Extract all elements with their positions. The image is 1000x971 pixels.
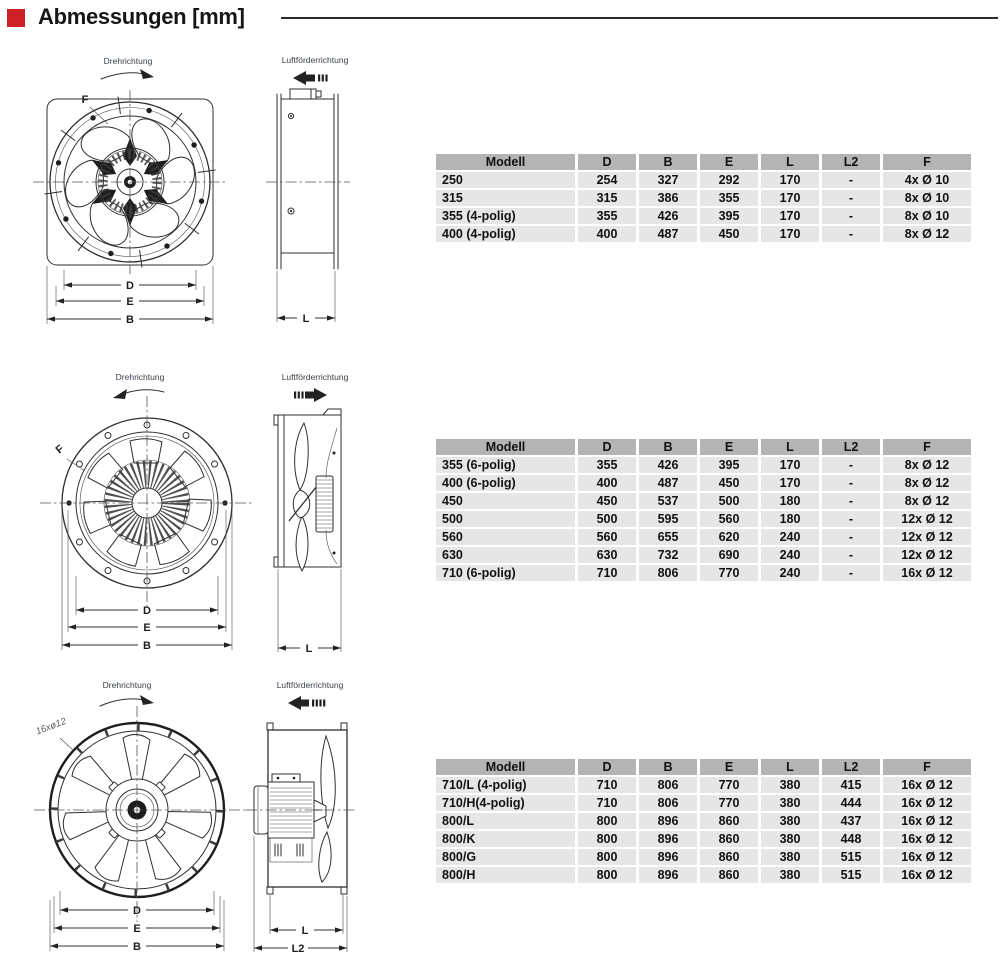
- svg-text:B: B: [143, 640, 151, 652]
- page-title: Abmessungen [mm]: [38, 4, 245, 29]
- rotation-arrow-icon: [101, 69, 154, 79]
- value-cell: 8x Ø 12: [883, 226, 971, 242]
- value-cell: 315: [578, 190, 636, 206]
- column-header: F: [883, 439, 971, 455]
- model-cell: 250: [436, 172, 575, 188]
- fan-side-view: [266, 89, 350, 325]
- table-row: [436, 493, 971, 509]
- terminal-box: [272, 774, 300, 782]
- value-cell: 560: [578, 529, 636, 545]
- value-cell: 400: [578, 475, 636, 491]
- value-cell: 8x Ø 12: [883, 493, 971, 509]
- flange-hole-label: F: [81, 94, 89, 106]
- value-cell: 16x Ø 12: [883, 565, 971, 581]
- value-cell: 380: [761, 813, 819, 829]
- column-header: L: [761, 759, 819, 775]
- value-cell: -: [822, 208, 880, 224]
- table-row: [436, 208, 971, 224]
- value-cell: 806: [639, 795, 697, 811]
- value-cell: 240: [761, 529, 819, 545]
- drawing-axial-fan-large: [16, 676, 376, 971]
- value-cell: 355: [700, 190, 758, 206]
- value-cell: 170: [761, 475, 819, 491]
- value-cell: 170: [761, 190, 819, 206]
- value-cell: 800: [578, 831, 636, 847]
- value-cell: 8x Ø 10: [883, 190, 971, 206]
- value-cell: 806: [639, 565, 697, 581]
- value-cell: 170: [761, 172, 819, 188]
- table-row: [436, 831, 971, 847]
- svg-text:L: L: [305, 643, 313, 655]
- value-cell: 380: [761, 831, 819, 847]
- value-cell: 487: [639, 475, 697, 491]
- model-cell: 400 (6-polig): [436, 475, 575, 491]
- svg-text:D: D: [126, 280, 134, 292]
- svg-text:E: E: [126, 296, 134, 308]
- value-cell: 537: [639, 493, 697, 509]
- model-cell: 800/G: [436, 849, 575, 865]
- value-cell: 437: [822, 813, 880, 829]
- table-row: [436, 511, 971, 527]
- svg-text:B: B: [133, 941, 141, 953]
- column-header: L2: [822, 439, 880, 455]
- value-cell: 16x Ø 12: [883, 867, 971, 883]
- value-cell: 800: [578, 867, 636, 883]
- value-cell: 16x Ø 12: [883, 795, 971, 811]
- value-cell: -: [822, 457, 880, 473]
- svg-text:L: L: [302, 313, 310, 325]
- value-cell: 500: [700, 493, 758, 509]
- column-header: D: [578, 154, 636, 170]
- column-header: F: [883, 759, 971, 775]
- value-cell: 16x Ø 12: [883, 849, 971, 865]
- column-header: F: [883, 154, 971, 170]
- table-row: [436, 529, 971, 545]
- value-cell: 710: [578, 795, 636, 811]
- svg-text:E: E: [133, 923, 141, 935]
- column-header: Modell: [436, 439, 575, 455]
- value-cell: -: [822, 475, 880, 491]
- value-cell: 254: [578, 172, 636, 188]
- value-cell: 860: [700, 867, 758, 883]
- value-cell: 380: [761, 795, 819, 811]
- dimensions-table-large-fans: [433, 757, 974, 885]
- value-cell: 240: [761, 547, 819, 563]
- column-header: Modell: [436, 759, 575, 775]
- value-cell: 380: [761, 777, 819, 793]
- model-cell: 400 (4-polig): [436, 226, 575, 242]
- column-header: B: [639, 759, 697, 775]
- column-header: E: [700, 759, 758, 775]
- value-cell: 487: [639, 226, 697, 242]
- table-header-row: [436, 439, 971, 455]
- dimensions-table-medium-fans: [433, 437, 974, 583]
- value-cell: 450: [700, 226, 758, 242]
- model-cell: 630: [436, 547, 575, 563]
- value-cell: 12x Ø 12: [883, 529, 971, 545]
- airflow-arrow-icon: [293, 71, 328, 85]
- table-row: [436, 226, 971, 242]
- table-row: [436, 475, 971, 491]
- model-cell: 355 (6-polig): [436, 457, 575, 473]
- model-cell: 800/K: [436, 831, 575, 847]
- table-row: [436, 190, 971, 206]
- value-cell: 630: [578, 547, 636, 563]
- column-header: Modell: [436, 154, 575, 170]
- value-cell: 380: [761, 849, 819, 865]
- rotation-arrow-icon: [113, 389, 164, 399]
- column-header: L: [761, 439, 819, 455]
- table-header-row: [436, 154, 971, 170]
- table-row: [436, 547, 971, 563]
- rotation-direction-label: Drehrichtung: [102, 680, 152, 690]
- model-cell: 355 (4-polig): [436, 208, 575, 224]
- svg-text:E: E: [143, 622, 151, 634]
- value-cell: 8x Ø 10: [883, 208, 971, 224]
- fan-side-view: [246, 723, 356, 955]
- column-header: D: [578, 759, 636, 775]
- red-square-bullet: [7, 9, 25, 27]
- fan-front-view: [34, 706, 250, 922]
- value-cell: -: [822, 226, 880, 242]
- model-cell: 315: [436, 190, 575, 206]
- value-cell: 710: [578, 777, 636, 793]
- model-cell: 800/H: [436, 867, 575, 883]
- value-cell: 770: [700, 777, 758, 793]
- table-row: [436, 172, 971, 188]
- flange-hole-label: F: [53, 442, 67, 457]
- model-cell: 560: [436, 529, 575, 545]
- value-cell: 180: [761, 493, 819, 509]
- value-cell: 500: [578, 511, 636, 527]
- rotation-direction-label: Drehrichtung: [103, 56, 153, 66]
- value-cell: -: [822, 493, 880, 509]
- airflow-direction-label: Luftförderrichtung: [281, 372, 349, 382]
- value-cell: 380: [761, 867, 819, 883]
- table-row: [436, 777, 971, 793]
- value-cell: 710: [578, 565, 636, 581]
- value-cell: 400: [578, 226, 636, 242]
- value-cell: 860: [700, 813, 758, 829]
- value-cell: 860: [700, 831, 758, 847]
- airflow-direction-label: Luftförderrichtung: [276, 680, 344, 690]
- value-cell: 4x Ø 10: [883, 172, 971, 188]
- value-cell: 690: [700, 547, 758, 563]
- column-header: E: [700, 439, 758, 455]
- column-header: L: [761, 154, 819, 170]
- value-cell: 8x Ø 12: [883, 475, 971, 491]
- value-cell: 16x Ø 12: [883, 831, 971, 847]
- value-cell: -: [822, 529, 880, 545]
- model-cell: 710/L (4-polig): [436, 777, 575, 793]
- value-cell: 426: [639, 208, 697, 224]
- column-header: B: [639, 154, 697, 170]
- value-cell: 800: [578, 813, 636, 829]
- table-header-row: [436, 759, 971, 775]
- svg-text:D: D: [143, 605, 151, 617]
- value-cell: 415: [822, 777, 880, 793]
- dimension-l: [270, 895, 343, 937]
- fan-front-view: [33, 90, 227, 274]
- svg-text:D: D: [133, 905, 141, 917]
- value-cell: 560: [700, 511, 758, 527]
- table-row: [436, 849, 971, 865]
- value-cell: -: [822, 172, 880, 188]
- value-cell: 800: [578, 849, 636, 865]
- svg-text:L2: L2: [291, 943, 305, 955]
- model-cell: 450: [436, 493, 575, 509]
- table-row: [436, 867, 971, 883]
- value-cell: 896: [639, 813, 697, 829]
- value-cell: 620: [700, 529, 758, 545]
- svg-text:B: B: [126, 314, 134, 326]
- table-row: [436, 813, 971, 829]
- model-cell: 710 (6-polig): [436, 565, 575, 581]
- value-cell: 355: [578, 457, 636, 473]
- model-cell: 500: [436, 511, 575, 527]
- value-cell: 806: [639, 777, 697, 793]
- table-row: [436, 565, 971, 581]
- dimensions-table-small-fans: [433, 152, 974, 244]
- value-cell: 655: [639, 529, 697, 545]
- value-cell: 896: [639, 867, 697, 883]
- value-cell: 386: [639, 190, 697, 206]
- value-cell: 8x Ø 12: [883, 457, 971, 473]
- column-header: L2: [822, 759, 880, 775]
- svg-text:L: L: [301, 925, 309, 937]
- value-cell: 16x Ø 12: [883, 813, 971, 829]
- value-cell: 896: [639, 849, 697, 865]
- value-cell: 170: [761, 208, 819, 224]
- value-cell: -: [822, 190, 880, 206]
- value-cell: 860: [700, 849, 758, 865]
- value-cell: 292: [700, 172, 758, 188]
- hole-count-note: 16xø12: [34, 715, 68, 738]
- column-header: B: [639, 439, 697, 455]
- value-cell: 732: [639, 547, 697, 563]
- fan-side-view: [274, 409, 341, 655]
- value-cell: 180: [761, 511, 819, 527]
- value-cell: 770: [700, 565, 758, 581]
- drawing-axial-fan-small: [28, 50, 363, 342]
- value-cell: 12x Ø 12: [883, 547, 971, 563]
- value-cell: 170: [761, 226, 819, 242]
- column-header: E: [700, 154, 758, 170]
- value-cell: 395: [700, 457, 758, 473]
- fan-front-view: [40, 396, 254, 610]
- airflow-arrow-icon: [294, 388, 327, 402]
- airflow-arrow-icon: [288, 696, 325, 710]
- table-row: [436, 457, 971, 473]
- value-cell: 327: [639, 172, 697, 188]
- rotation-arrow-icon: [100, 695, 154, 706]
- value-cell: 16x Ø 12: [883, 777, 971, 793]
- value-cell: 395: [700, 208, 758, 224]
- value-cell: 170: [761, 457, 819, 473]
- airflow-direction-label: Luftförderrichtung: [281, 55, 349, 65]
- model-cell: 800/L: [436, 813, 575, 829]
- model-cell: 710/H(4-polig): [436, 795, 575, 811]
- value-cell: 450: [578, 493, 636, 509]
- terminal-box: [290, 89, 316, 99]
- external-rotor-motor: [316, 476, 333, 532]
- value-cell: 448: [822, 831, 880, 847]
- value-cell: 770: [700, 795, 758, 811]
- column-header: L2: [822, 154, 880, 170]
- value-cell: -: [822, 511, 880, 527]
- column-header: D: [578, 439, 636, 455]
- value-cell: 450: [700, 475, 758, 491]
- iec-motor: [254, 774, 314, 862]
- value-cell: 444: [822, 795, 880, 811]
- value-cell: -: [822, 547, 880, 563]
- value-cell: 355: [578, 208, 636, 224]
- value-cell: 515: [822, 849, 880, 865]
- value-cell: 240: [761, 565, 819, 581]
- value-cell: 595: [639, 511, 697, 527]
- value-cell: 12x Ø 12: [883, 511, 971, 527]
- rotation-direction-label: Drehrichtung: [115, 372, 165, 382]
- value-cell: 896: [639, 831, 697, 847]
- dimension-l: [278, 569, 341, 655]
- table-row: [436, 795, 971, 811]
- value-cell: -: [822, 565, 880, 581]
- drawing-axial-fan-medium: [28, 368, 363, 668]
- value-cell: 426: [639, 457, 697, 473]
- header-rule: [281, 17, 998, 19]
- dimension-l: [277, 271, 335, 325]
- value-cell: 515: [822, 867, 880, 883]
